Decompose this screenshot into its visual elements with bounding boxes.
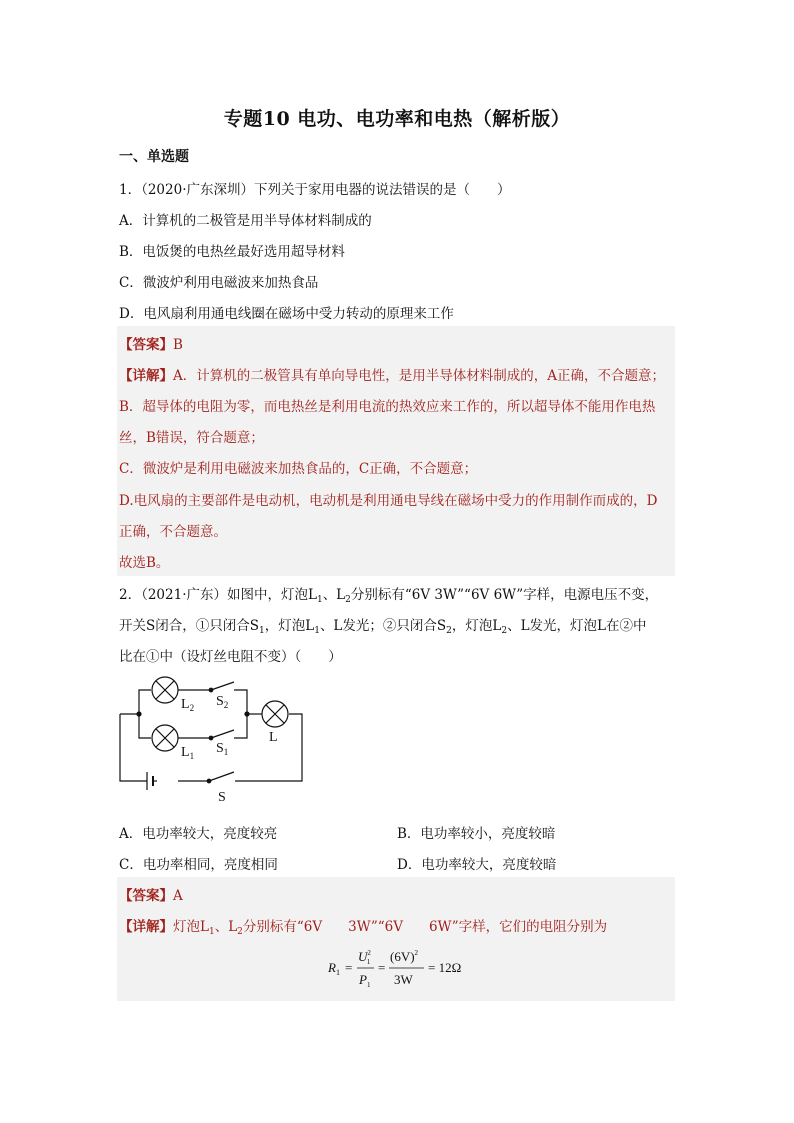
formula-denominator-1: $P_1$ xyxy=(359,972,371,989)
svg-text:=: = xyxy=(378,960,386,975)
formula-numerator-1: $U^2$ 1 xyxy=(358,949,371,966)
question-1-option-c: C．微波炉利用电磁波来加热食品 xyxy=(119,275,319,291)
question-1-stem: 1．（2020·广东深圳）下列关于家用电器的说法错误的是（ ） xyxy=(119,182,511,198)
lamp-l xyxy=(262,701,288,727)
answer-value: A xyxy=(173,888,183,904)
page-title: 专题10 电功、电功率和电热（解析版） xyxy=(223,108,571,130)
question-1-conclusion: 故选B。 xyxy=(119,555,170,571)
answer-label: 【答案】 xyxy=(119,888,173,904)
label-l1: $L_1$ xyxy=(181,745,195,761)
question-1-detail-line: C．微波炉是利用电磁波来加热食品的，C正确，不合题意； xyxy=(119,461,478,477)
answer-value: B xyxy=(173,337,183,353)
question-1-detail-line: D.电风扇的主要部件是电动机，电动机是利用通电导线在磁场中受力的作用制作而成的，D xyxy=(119,493,658,509)
question-1-option-a: A．计算机的二极管是用半导体材料制成的 xyxy=(119,213,372,229)
label-s: S xyxy=(218,790,226,805)
question-2-answer xyxy=(119,884,183,904)
question-2-stem-line: 比在①中（设灯丝电阻不变）（ ） xyxy=(119,649,342,665)
question-1-detail-line xyxy=(119,364,665,384)
question-1-option-d: D．电风扇利用通电线圈在磁场中受力转动的原理来工作 xyxy=(119,306,454,322)
question-2-option-a: A．电功率较大，亮度较亮 xyxy=(119,826,278,842)
lamp-l2 xyxy=(152,677,178,703)
question-1-detail-line: B．超导体的电阻为零，而电热丝是利用电流的热效应来工作的，所以超导体不能用作电热 xyxy=(119,399,656,415)
circuit-diagram xyxy=(117,668,307,808)
question-2-stem-line: 开关S闭合，①只闭合$S_1$，灯泡$L_1$、L发光；②只闭合$S_2$，灯泡$L_2$、L发光，灯泡L在②中 xyxy=(119,618,647,636)
question-2-option-c: C．电功率相同，亮度相同 xyxy=(119,857,278,873)
formula-lhs: $R_1$ xyxy=(328,960,340,977)
label-s1: $S_1$ xyxy=(216,741,229,757)
question-2-stem-line: 2．（2021·广东）如图中，灯泡$L_1$、$L_2$分别标有“6V 3W”“6V 6W”字样，电源电压不变， xyxy=(119,587,659,605)
question-1-detail-line: 丝，B错误，符合题意； xyxy=(119,430,264,446)
formula-result: = 12Ω xyxy=(428,960,462,975)
answer-label: 【答案】 xyxy=(119,337,173,353)
switch-s2-blade xyxy=(211,682,234,690)
question-1-option-b: B．电饭煲的电热丝最好选用超导材料 xyxy=(119,244,345,260)
right-wire xyxy=(235,714,302,781)
lamp-l1 xyxy=(152,725,178,751)
switch-s1-blade xyxy=(211,730,234,738)
question-2-option-d: D．电功率较大，亮度较暗 xyxy=(397,857,557,873)
label-l2: $L_2$ xyxy=(181,697,195,713)
resistance-formula xyxy=(328,944,478,994)
question-2-detail-line: 【详解】灯泡$L_1$、$L_2$分别标有“6V 3W”“6V 6W”字样，它们的电阻分别为 xyxy=(119,919,608,937)
left-wire xyxy=(120,714,147,781)
detail-text: A．计算机的二极管具有单向导电性，是用半导体材料制成的，A正确，不合题意； xyxy=(173,368,665,384)
question-1-detail-line: 正确，不合题意。 xyxy=(119,524,227,540)
question-1-answer xyxy=(119,333,183,353)
formula-denominator-2: 3W xyxy=(394,972,413,987)
label-s2: $S_2$ xyxy=(216,694,229,710)
question-2-option-b: B．电功率较小，亮度较暗 xyxy=(397,826,556,842)
svg-text:=: = xyxy=(345,960,353,975)
detail-label: 【详解】 xyxy=(119,368,173,384)
formula-numerator-2: $(6V)^2$ xyxy=(390,949,419,964)
detail-label: 【详解】 xyxy=(119,919,173,935)
section-heading: 一、单选题 xyxy=(119,149,189,165)
switch-s-blade xyxy=(209,772,234,781)
label-l: L xyxy=(269,730,278,745)
